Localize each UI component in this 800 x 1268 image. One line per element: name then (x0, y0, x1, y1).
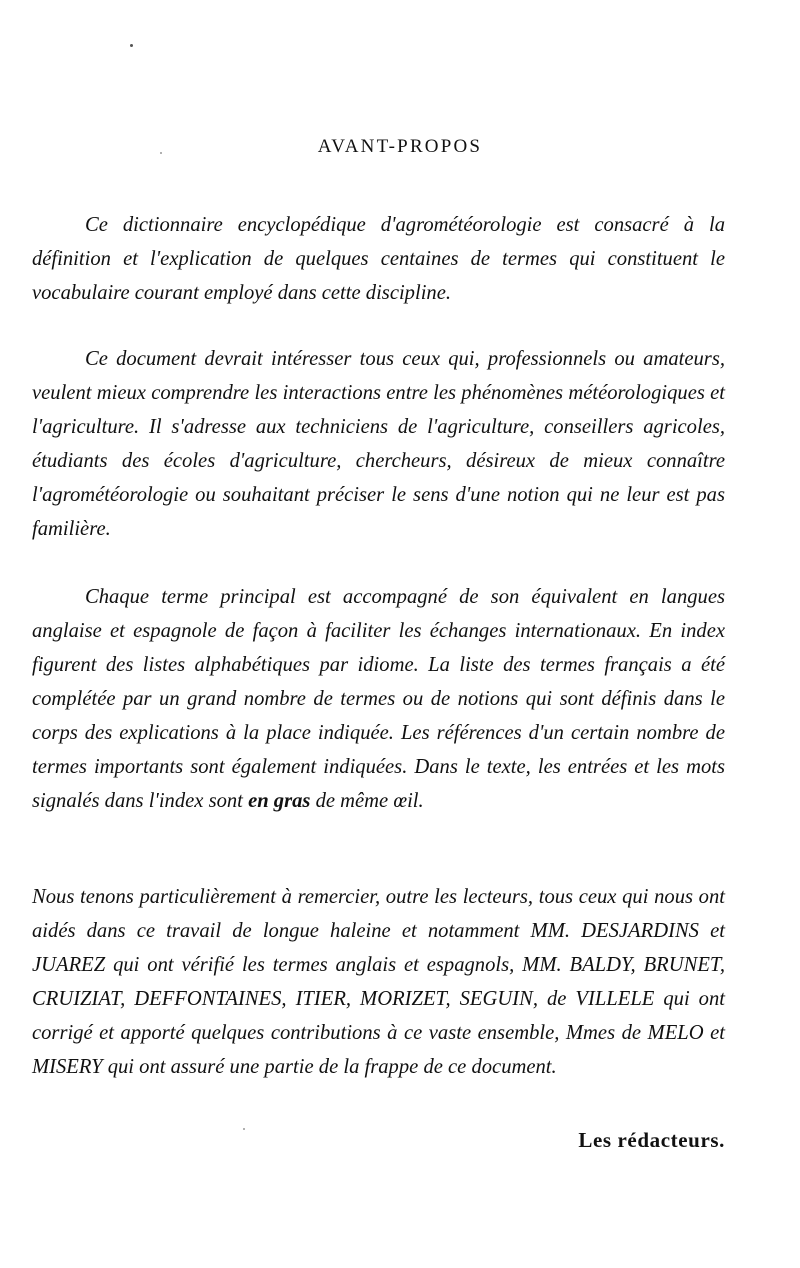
paragraph-acknowledgements: Nous tenons particulièrement à remercier, outre les lecteurs, tous ceux qui nous ont aidés dans ce travail de longue haleine et notamment MM. DESJARDINS et JUAREZ qui ont vérifié les termes anglais et espagnols, MM. BALDY, BRUNET, CRUIZIAT, DEFFONTAINES, ITIER, MORIZET, SEGUIN, de VILLELE qui ont corrigé et apporté quelques contributions à ce vaste ensemble, Mmes de MELO et MISERY qui ont assuré une partie de la frappe de ce document. (32, 886, 725, 1078)
paragraph-structure-text-end: de même œil. (310, 790, 424, 812)
signature: Les rédacteurs. (578, 1128, 725, 1152)
page-title: AVANT-PROPOS (317, 136, 483, 157)
paragraph-structure-text-start: Chaque terme principal est accompagné de son équivalent en langues anglaise et espagnole de façon à faciliter les échanges internationaux. En index figurent des listes alphabétiques par idiome. La liste des termes français a été complétée par un grand nombre de termes ou de notions qui sont définis dans le corps des explications à la place indiquée. Les références d'un certain nombre de termes importants sont également indiquées. Dans le texte, les entrées et les mots signalés dans l'index sont (32, 586, 725, 812)
bold-term: en gras (248, 790, 311, 812)
scan-speck (243, 1128, 245, 1130)
paragraph-audience: Ce document devrait intéresser tous ceux qui, professionnels ou amateurs, veulent mieux comprendre les interactions entre les phénomènes météorologiques et l'agriculture. Il s'adresse aux techniciens de l'agriculture, conseillers agricoles, étudiants des écoles d'agriculture, chercheurs, désireux de mieux connaître l'agrométéorologie ou souhaitant préciser le sens d'une notion qui ne leur est pas familière. (32, 348, 725, 540)
paragraph-structure (32, 580, 725, 818)
scan-speck (130, 44, 133, 47)
paragraph-intro: Ce dictionnaire encyclopédique d'agrométéorologie est consacré à la définition et l'explication de quelques centaines de termes qui constituent le vocabulaire courant employé dans cette discipline. (32, 214, 725, 304)
